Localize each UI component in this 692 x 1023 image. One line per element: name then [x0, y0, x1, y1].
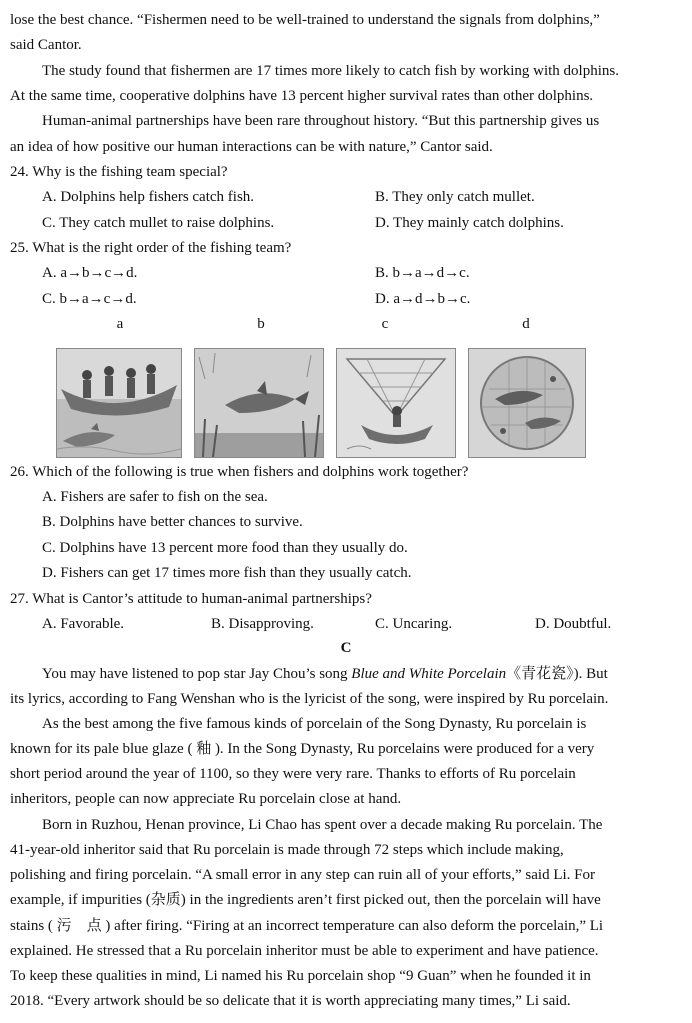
- song-title: Blue and White Porcelain: [351, 666, 507, 682]
- q25-option-a: A. a→b→c→d.: [42, 265, 138, 281]
- q24-option-b: B. They only catch mullet.: [375, 189, 535, 205]
- q25-option-d: D. a→d→b→c.: [375, 291, 471, 307]
- q27-option-a: A. Favorable.: [42, 616, 125, 632]
- passage-line: said Cantor.: [10, 37, 82, 53]
- question-26-stem: 26. Which of the following is true when fishers and dolphins work together?: [10, 464, 469, 480]
- passage-line: inheritors, people can now appreciate Ru porcelain close at hand.: [10, 791, 402, 807]
- picture-d-dolphins-net: [468, 348, 586, 458]
- q27-option-d: D. Doubtful.: [535, 616, 612, 632]
- passage-line: 41-year-old inheritor said that Ru porcelain is made through 72 steps which include making,: [10, 842, 564, 858]
- passage-line: lose the best chance. “Fishermen need to be well-trained to understand the signals from dolphins,”: [10, 12, 600, 28]
- passage-line: 2018. “Every artwork should be so delicate that it is worth appreciating many times,” Li said.: [10, 993, 571, 1009]
- passage-line: At the same time, cooperative dolphins have 13 percent higher survival rates than other dolphins.: [10, 88, 594, 104]
- picture-label-a: a: [116, 316, 124, 332]
- q24-option-d: D. They mainly catch dolphins.: [375, 215, 564, 231]
- q26-option-b: B. Dolphins have better chances to survive.: [42, 514, 303, 530]
- q26-option-d: D. Fishers can get 17 times more fish than they usually catch.: [42, 565, 412, 581]
- picture-label-d: d: [522, 316, 530, 332]
- passage-line: an idea of how positive our human interactions can be with nature,” Cantor said.: [10, 139, 493, 155]
- picture-label-b: b: [257, 316, 265, 332]
- picture-label-c: c: [381, 316, 389, 332]
- passage-text: You may have listened to pop star Jay Chou’s song: [42, 666, 352, 682]
- q26-option-c: C. Dolphins have 13 percent more food than they usually do.: [42, 540, 408, 556]
- q25-option-b: B. b→a→d→c.: [375, 265, 470, 281]
- passage-c-heading: C: [340, 640, 352, 656]
- q26-option-a: A. Fishers are safer to fish on the sea.: [42, 489, 268, 505]
- q27-option-c: C. Uncaring.: [375, 616, 453, 632]
- passage-line: To keep these qualities in mind, Li named his Ru porcelain shop “9 Guan” when he founded it in: [10, 968, 591, 984]
- question-24-stem: 24. Why is the fishing team special?: [10, 164, 228, 180]
- passage-line: stains ( 污 点 ) after firing. “Firing at an incorrect temperature can also deform the porcelain,” Li: [10, 918, 604, 934]
- passage-line: explained. He stressed that a Ru porcelain inheritor must be able to experiment and have patience.: [10, 943, 599, 959]
- passage-line: its lyrics, according to Fang Wenshan who is the lyricist of the song, were inspired by Ru porcelain.: [10, 691, 609, 707]
- passage-line: known for its pale blue glaze ( 釉 ). In the Song Dynasty, Ru porcelains were produced for a very: [10, 741, 595, 757]
- picture-b-dolphin-underwater: [194, 348, 324, 458]
- passage-line: short period around the year of 1100, so they were very rare. Thanks to efforts of Ru porcelain: [10, 766, 576, 782]
- q27-option-b: B. Disapproving.: [211, 616, 314, 632]
- passage-line: polishing and firing porcelain. “A small error in any step can ruin all of your efforts,” said Li. For: [10, 867, 595, 883]
- passage-text: 《青花瓷》). But: [506, 666, 608, 682]
- passage-line: Born in Ruzhou, Henan province, Li Chao has spent over a decade making Ru porcelain. The: [42, 817, 603, 833]
- question-25-stem: 25. What is the right order of the fishing team?: [10, 240, 292, 256]
- question-27-stem: 27. What is Cantor’s attitude to human-animal partnerships?: [10, 591, 372, 607]
- passage-line: The study found that fishermen are 17 times more likely to catch fish by working with dolphins.: [42, 63, 619, 79]
- picture-c-net-boat: [336, 348, 456, 458]
- passage-line: Human-animal partnerships have been rare throughout history. “But this partnership gives us: [42, 113, 600, 129]
- q24-option-a: A. Dolphins help fishers catch fish.: [42, 189, 255, 205]
- q24-option-c: C. They catch mullet to raise dolphins.: [42, 215, 275, 231]
- passage-line: As the best among the five famous kinds of porcelain of the Song Dynasty, Ru porcelain is: [42, 716, 587, 732]
- picture-a-fishermen-boat: [56, 348, 182, 458]
- q25-option-c: C. b→a→c→d.: [42, 291, 137, 307]
- passage-line: example, if impurities (杂质) in the ingredients aren’t first picked out, then the porcelain will have: [10, 892, 601, 908]
- passage-line: [42, 662, 680, 687]
